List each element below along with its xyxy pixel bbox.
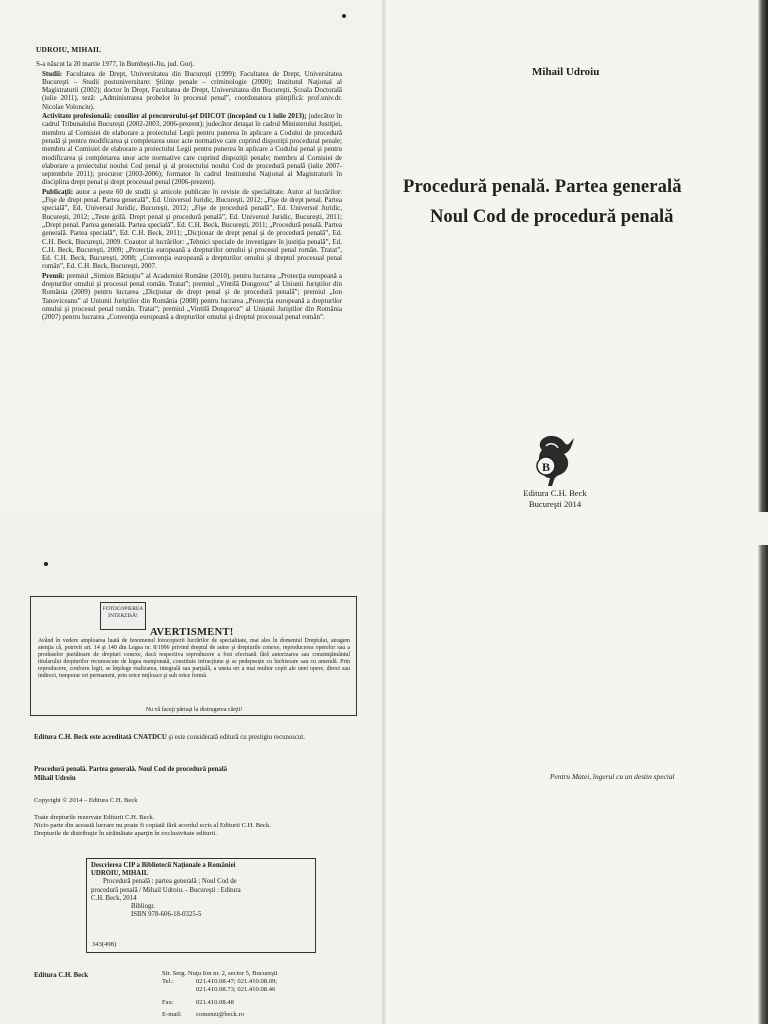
bio-awards-text: premiul „Simion Bărnuţiu” al Academiei Române (2010), pentru lucrarea „Protecţia europeană a drepturilor omului şi procesul penal român. Tratat”; premiul „Vintilă Dongoroz” al Uniunii Juriştilor din România (2009) pentru lucrarea „Dicţionar de drept penal şi de procedură penală”; premiul „Ion Tanoviceanu” al Uniunii Juriştilor din România (2008) pentru lucrarea „Protecţia europeană a drepturilor omului şi procesul penal român. Tratat”; premiul „Vintilă Dongoroz” al Uniunii Juriştilor din România (2007) pentru lucrarea „Convenţia europeană a drepturilor omului şi dreptul procesual penal român”. [42, 271, 342, 322]
bio-publications-label: Publicaţii: [42, 187, 74, 196]
warning-closing-line: Nu vă faceţi părtaşi la distrugerea cărţii! [145, 707, 243, 713]
accreditation-rest: şi este considerată editură cu prestigiu recunoscut. [168, 734, 306, 741]
scan-edge-top [758, 0, 768, 512]
bio-publications [36, 188, 342, 271]
publisher-address: Str. Serg. Nuţu Ion nr. 2, sector 5, Bucureşti [162, 970, 278, 977]
email-label: E-mail: [162, 1010, 182, 1018]
warning-title: AVERTISMENT! [150, 627, 234, 638]
bio-activity-text: judecător în cadrul Tribunalului Bucureşti (2002-2003, 2006-prezent); judecător detaşat în cadrul Ministerului Justiţiei, membru al Comisiei de elaborare a proiectului Legii pentru punerea în aplicare a Codului de procedură penală şi pentru modificarea şi completarea unor acte normative care cuprind dispoziţii procedural penale; membru al Comisiei de elaborare a proiectului Legii pentru punerea în aplicare a Codului penal şi pentru modificarea şi completarea unor acte normative care cuprind dispoziţii penale; membru al Comisiei de elaborare a proiectului noului Cod penal şi al proiectului noului Cod de procedură penală (iulie 2007-septembrie 2011); procuror (2003-2006); formator în cadrul Institutului Naţional al Magistraturii în disciplina drept penal şi drept procesual penal (2006-prezent). [42, 112, 342, 187]
bio-awards-label: Premii: [42, 271, 65, 280]
dedication-text: Pentru Matei, îngerul cu un destin special [550, 772, 675, 781]
title-place-year: Bucureşti 2014 [528, 499, 582, 509]
bio-publications-text: autor a peste 60 de studii şi articole publicate în reviste de specialitate. Autor al lucrărilor: „Fişe de drept penal. Partea generală”, Ed. Universul Juridic, Bucureşti, 2012; „Fişe de drept penal. Partea specială”, Ed. Universul Juridic, Bucureşti, 2012; „Fişe de procedură penală”, Ed. Universul Juridic, Bucureşti, 2012; „Teste grilă. Drept penal şi procedură penală”, Ed. Universul Juridic, Bucureşti, 2011; „Drept penal. Partea generală. Partea specială”, Ed. C.H. Beck, Bucureşti, 2011; „Procedură penală. Partea generală. Partea specială”, Ed. C.H. Beck, 2011; „Dicţionar de drept penal şi de procedură penală”, Ed. C.H. Beck, Bucureşti, 2009. Coautor al lucrărilor: „Tehnici speciale de investigare în justiţia penală”, Ed. C.H. Beck, Bucureşti, 2009; „Protecţia europeană a drepturilor omului şi procesul penal român. Tratat”, Ed. C.H. Beck, Bucureşti, 2008; „Convenţia europeană a drepturilor omului şi dreptul procesual penal român”, Ed. C.H. Beck, Bucureşti, 2007. [42, 187, 343, 271]
scan-speck [342, 14, 346, 18]
fax-row [162, 999, 277, 1007]
cip-biblio: Bibliogr. [131, 903, 155, 911]
cip-isbn: ISBN 978-606-18-0325-5 [131, 911, 202, 919]
fax-label: Fax: [162, 998, 174, 1006]
warning-text: Având în vedere amploarea luată de fenomenul fotocopierii lucrărilor de specialitate, mai ales în domeniul Dreptului, atragem atenţia că, potrivit art. 14 şi 140 din Legea nr. 8/1996 privind dreptul de autor şi drepturile conexe, reproducerea operelor sau a produselor purtătoare de drepturi conexe, dacă respectiva reproducere a fost efectuată fără autorizarea sau consimţământul titularului drepturilor recunoscute de legea menţionată, constituie infracţiune şi se pedepseşte cu închisoare sau cu amendă. Prin reproducere, conform legii, se înţelege realizarea, integrală sau parţială, a uneia ori a mai multor copii ale unei opere, direct sau indirect, temporar ori permanent, prin orice mijloace şi sub orice formă. [38, 638, 350, 680]
cip-title-line1: Procedură penală : partea generală ; Noul Cod de [103, 878, 237, 886]
bio-activity [36, 112, 342, 187]
tel-label: Tel.: [162, 978, 174, 986]
publisher-contact [162, 970, 277, 1019]
dedication-page [384, 512, 768, 1024]
scan-speck [44, 562, 48, 566]
imprint-book-title: Procedură penală. Partea generală. Noul Cod de procedură penală [34, 766, 228, 773]
cip-heading: Descrierea CIP a Bibliotecii Naţionale a României [91, 862, 236, 869]
photocopy-line1: FOTOCOPIEREA [102, 606, 144, 612]
book-title-line1: Procedură penală. Partea generală [403, 176, 682, 197]
bio-studies-label: Studii: [42, 69, 63, 78]
bio-author-name: UDROIU, MIHAIL [36, 45, 102, 54]
title-publisher: Editura C.H. Beck [523, 488, 587, 498]
bio-studies [36, 70, 342, 111]
page-fold-shadow [382, 0, 386, 1024]
cip-title-line3: C.H. Beck, 2014 [91, 894, 137, 902]
tel-line1: 021.410.08.47; 021.410.08.09; [196, 978, 278, 986]
scan-edge-bottom [758, 545, 768, 1024]
svg-text:B: B [542, 460, 551, 474]
author-biography [36, 46, 342, 323]
title-publisher-block [510, 488, 600, 510]
photocopy-line2: INTERZISĂ! [108, 612, 138, 619]
copyright-line: Copyright © 2014 – Editura C.H. Beck [34, 797, 138, 804]
rights-notice [34, 814, 364, 838]
accreditation-note [34, 734, 354, 742]
title-author: Mihail Udroiu [532, 66, 600, 78]
publisher-griffin-logo-icon [530, 432, 576, 488]
tel-row [162, 978, 277, 986]
bio-studies-text: Facultatea de Drept, Universitatea din Bucureşti (1999); Facultatea de Drept, Universitatea Bucureşti – Studii postuniversitare: Ştiinţe penale – criminologie (2000); Institutul Naţional al Magistraturii (2002); doctor în Drept, Facultatea de Drept, Universitatea din Bucureşti, Şcoala Doctorală (iulie 2011), teză: „Administrarea probelor în procesul penal”, coordonatora ştiinţifică: prof.univ.dr. Nicolae Volonciu). [42, 69, 342, 111]
tel-line2: 021.410.08.73; 021.410.08.46 [196, 986, 276, 994]
imprint-book-author: Mihail Udroiu [34, 775, 76, 782]
bio-awards [36, 272, 342, 322]
rights-line1: Toate drepturile rezervate Editurii C.H. Beck. [34, 814, 155, 821]
rights-line3: Drepturile de distribuţie în străinătate aparţin în exclusivitate editurii. [34, 830, 217, 837]
cip-author: UDROIU, MIHAIL [91, 870, 149, 878]
tel-row-2 [162, 986, 277, 994]
bio-born: S-a născut la 20 martie 1977, în Bumbeşti-Jiu, jud. Gorj. [36, 60, 195, 69]
fax-number: 021.410.08.48 [196, 998, 234, 1006]
book-title-line2: Noul Cod de procedură penală [430, 206, 674, 227]
cip-title-line2: procedură penală / Mihail Udroiu. - Bucureşti : Editura [91, 886, 241, 894]
email-row [162, 1011, 277, 1019]
bio-activity-label: Activitate profesională: consilier al procurorului-şef DIICOT (începând cu 1 iulie 2013); [42, 112, 307, 121]
photocopy-forbidden-badge [100, 602, 146, 630]
accreditation-bold: Editura C.H. Beck este acreditată CNATDCU [34, 734, 167, 741]
cip-classification: 343(498) [92, 941, 117, 948]
cip-record-box [86, 858, 316, 953]
rights-line2: Nicio parte din această lucrare nu poate fi copiată fără acordul scris al Editurii C.H. Beck. [34, 822, 271, 829]
email-address: comenzi@beck.ro [196, 1010, 244, 1018]
imprint-publisher: Editura C.H. Beck [34, 972, 89, 979]
